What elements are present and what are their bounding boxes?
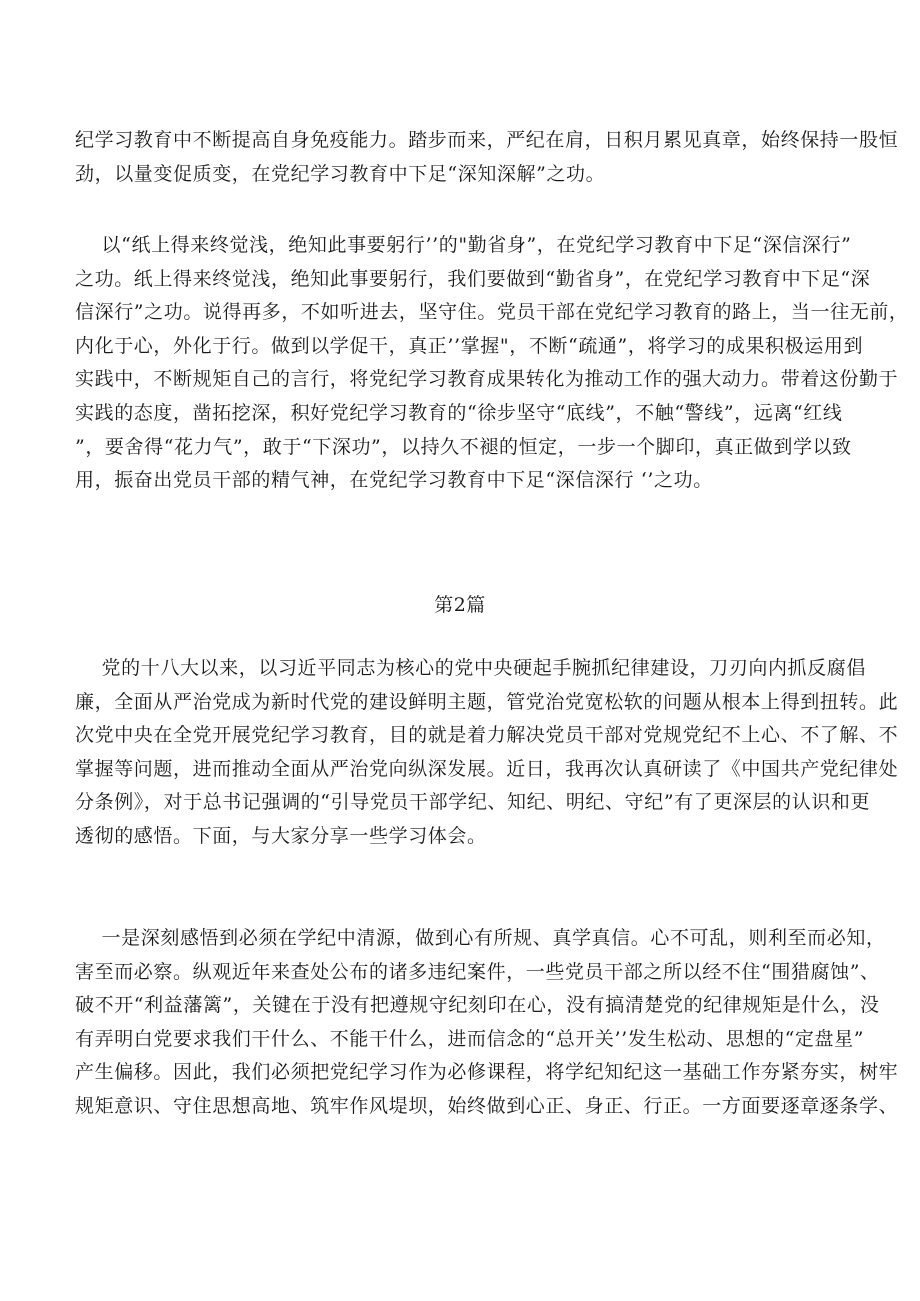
text-line: 破不开“利益藩篱”，关键在于没有把遵规守纪刻印在心，没有搞清楚党的纪律规矩是什么，没 [75, 994, 880, 1017]
paragraph-1 [75, 124, 899, 191]
text-line: 之功。纸上得来终觉浅，绝知此事要躬行，我们要做到“勤省身”，在党纪学习教育中下足“深 [75, 267, 871, 290]
text-line: 一是深刻感悟到必须在学纪中清源，做到心有所规、真学真信。心不可乱，则利至而必知， [75, 927, 886, 949]
text-line: 有弄明白党要求我们干什么、不能干什么，进而信念的“总开关’’发生松动、思想的“定盘星” [75, 1027, 865, 1050]
text-line: ”，要舍得“花力气”，敢于“下深功”，以持久不褪的恒定，一步一个脚印，真正做到学以致 [75, 435, 852, 458]
text-line: 内化于心，外化于行。做到以学促干，真正’’掌握"，不断“疏通”，将学习的成果积极运用到 [75, 334, 864, 357]
paragraph-3 [75, 652, 899, 854]
text-line: 分条例》，对于总书记强调的“引导党员干部学纪、知纪、明纪、守纪”有了更深层的认识和更 [75, 791, 871, 814]
text-line: 党的十八大以来，以习近平同志为核心的党中央硬起手腕抓纪律建设，刀刃向内抓反腐倡 [75, 657, 866, 679]
text-line: 纪学习教育中不断提高自身免疫能力。踏步而来，严纪在肩，日积月累见真章，始终保持一股恒 [75, 129, 899, 151]
text-line: 规矩意识、守住思想高地、筑牢作风堤坝，始终做到心正、身正、行正。一方面要逐章逐条学、 [75, 1094, 899, 1117]
text-line: 产生偏移。因此，我们必须把党纪学习作为必修课程，将学纪知纪这一基础工作夯紧夯实，树牢 [75, 1061, 899, 1084]
text-line: 用，振奋出党员干部的精气神，在党纪学习教育中下足“深信深行 ‘’之功。 [75, 469, 713, 492]
text-line: 实践中，不断规矩自己的言行，将党纪学习教育成果转化为推动工作的强大动力。带着这份勤于 [75, 368, 899, 391]
text-line: 劲，以量变促质变，在党纪学习教育中下足“深知深解”之功。 [75, 162, 606, 185]
text-line: 害至而必察。纵观近年来查处公布的诸多违纪案件，一些党员干部之所以经不住“围猎腐蚀”、 [75, 960, 880, 983]
paragraph-4 [75, 922, 899, 1124]
text-line: 信深行”之功。说得再多，不如听进去，坚守住。党员干部在党纪学习教育的路上，当一往无前， [75, 301, 909, 324]
text-line: 实践的态度，凿拓挖深，积好党纪学习教育的“徐步坚守“底线”，不触“警线”，远离“红线 [75, 401, 843, 424]
text-line: 廉，全面从严治党成为新时代党的建设鲜明主题，管党治党宽松软的问题从根本上得到扭转。此 [75, 690, 899, 713]
text-line: 透彻的感悟。下面，与大家分享一些学习体会。 [75, 824, 487, 847]
text-line: 次党中央在全党开展党纪学习教育，目的就是着力解决党员干部对党规党纪不上心、不了解、不 [75, 724, 899, 747]
text-line: 掌握等问题，进而推动全面从严治党向纵深发展。近日，我再次认真研读了《中国共产党纪律处 [75, 757, 899, 780]
paragraph-2 [75, 229, 909, 498]
section-heading: 第2篇 [434, 594, 486, 616]
text-line: 以“纸上得来终觉浅，绝知此事要躬行’’的"勤省身”，在党纪学习教育中下足“深信深行” [75, 234, 852, 256]
